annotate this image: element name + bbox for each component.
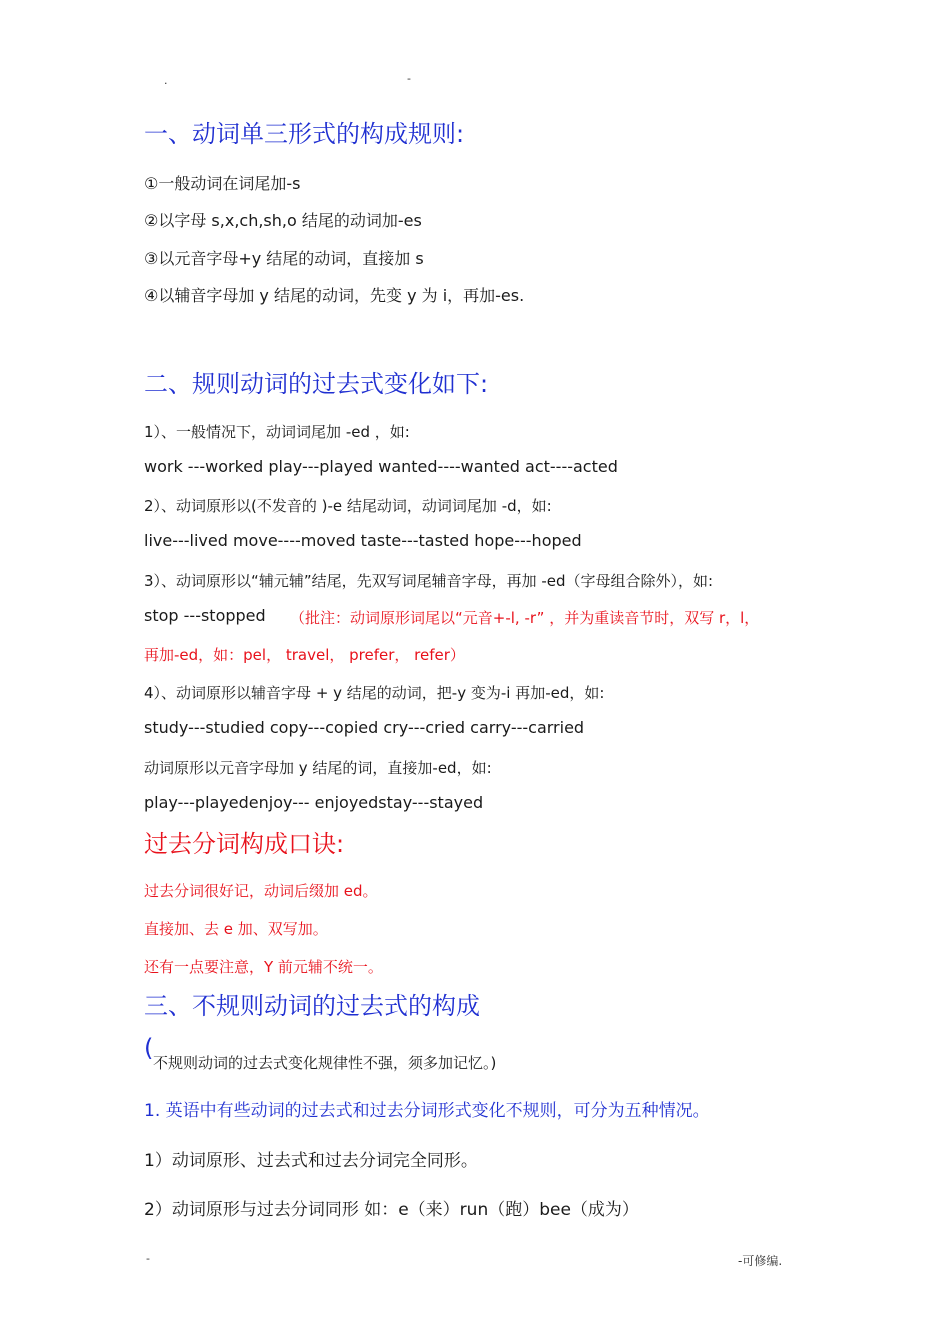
note-line: （批注：动词原形词尾以“元音+-l, -r” ，并为重读音节时，双写 r，l， [290, 609, 760, 627]
note-line: 再加-ed，如：pel， travel， prefer， refer） [144, 646, 465, 664]
rule-line: ④以辅音字母加 y 结尾的动词，先变 y 为 i，再加-es. [144, 286, 525, 305]
section2-title: 二、规则动词的过去式变化如下: [144, 370, 489, 398]
point-line: 1. 英语中有些动词的过去式和过去分词形式变化不规则，可分为五种情况。 [144, 1101, 710, 1121]
rule-line: ③以元音字母+y 结尾的动词，直接加 s [144, 249, 424, 268]
example-line: live---lived move----moved taste---tasted hope---hoped [144, 531, 582, 550]
mnemonic-line: 直接加、去 e 加、双写加。 [144, 920, 328, 938]
open-paren: ( [144, 1034, 154, 1062]
rule-line: 4）、动词原形以辅音字母 + y 结尾的动词，把-y 变为-i 再加-ed，如: [144, 684, 605, 702]
footer-left: - [146, 1252, 150, 1265]
rule-line: 动词原形以元音字母加 y 结尾的词，直接加-ed，如: [144, 759, 492, 777]
section3-subtitle: 不规则动词的过去式变化规律性不强，须多加记忆。) [153, 1054, 497, 1072]
mnemonic-line: 过去分词很好记，动词后缀加 ed。 [144, 882, 378, 900]
mnemonic-title: 过去分词构成口诀: [144, 830, 345, 858]
rule-line: ①一般动词在词尾加-s [144, 174, 301, 193]
example-line: work ---worked play---played wanted----wanted act----acted [144, 457, 618, 476]
footer-right: -可修编. [738, 1254, 783, 1268]
section1-title: 一、动词单三形式的构成规则: [144, 120, 465, 148]
section3-title: 三、不规则动词的过去式的构成 [144, 992, 480, 1020]
example-line: study---studied copy---copied cry---cried carry---carried [144, 718, 585, 737]
header-dash: - [407, 72, 411, 85]
example-line: stop ---stopped [144, 606, 266, 625]
rule-line: 3）、动词原形以“辅元辅”结尾，先双写词尾辅音字母，再加 -ed（字母组合除外），如: [144, 572, 714, 590]
header-dot: . [164, 74, 168, 87]
item-line: 1）动词原形、过去式和过去分词完全同形。 [144, 1151, 478, 1171]
rule-line: 1）、一般情况下，动词词尾加 -ed ，如: [144, 423, 410, 441]
rule-line: 2）、动词原形以(不发音的 )-e 结尾动词，动词词尾加 -d，如: [144, 497, 552, 515]
example-line: play---playedenjoy--- enjoyedstay---stayed [144, 793, 484, 812]
mnemonic-line: 还有一点要注意，Y 前元辅不统一。 [144, 958, 383, 976]
rule-line: ②以字母 s,x,ch,sh,o 结尾的动词加-es [144, 211, 422, 230]
item-line: 2）动词原形与过去分词同形 如：e（来）run（跑）bee（成为） [144, 1200, 639, 1220]
